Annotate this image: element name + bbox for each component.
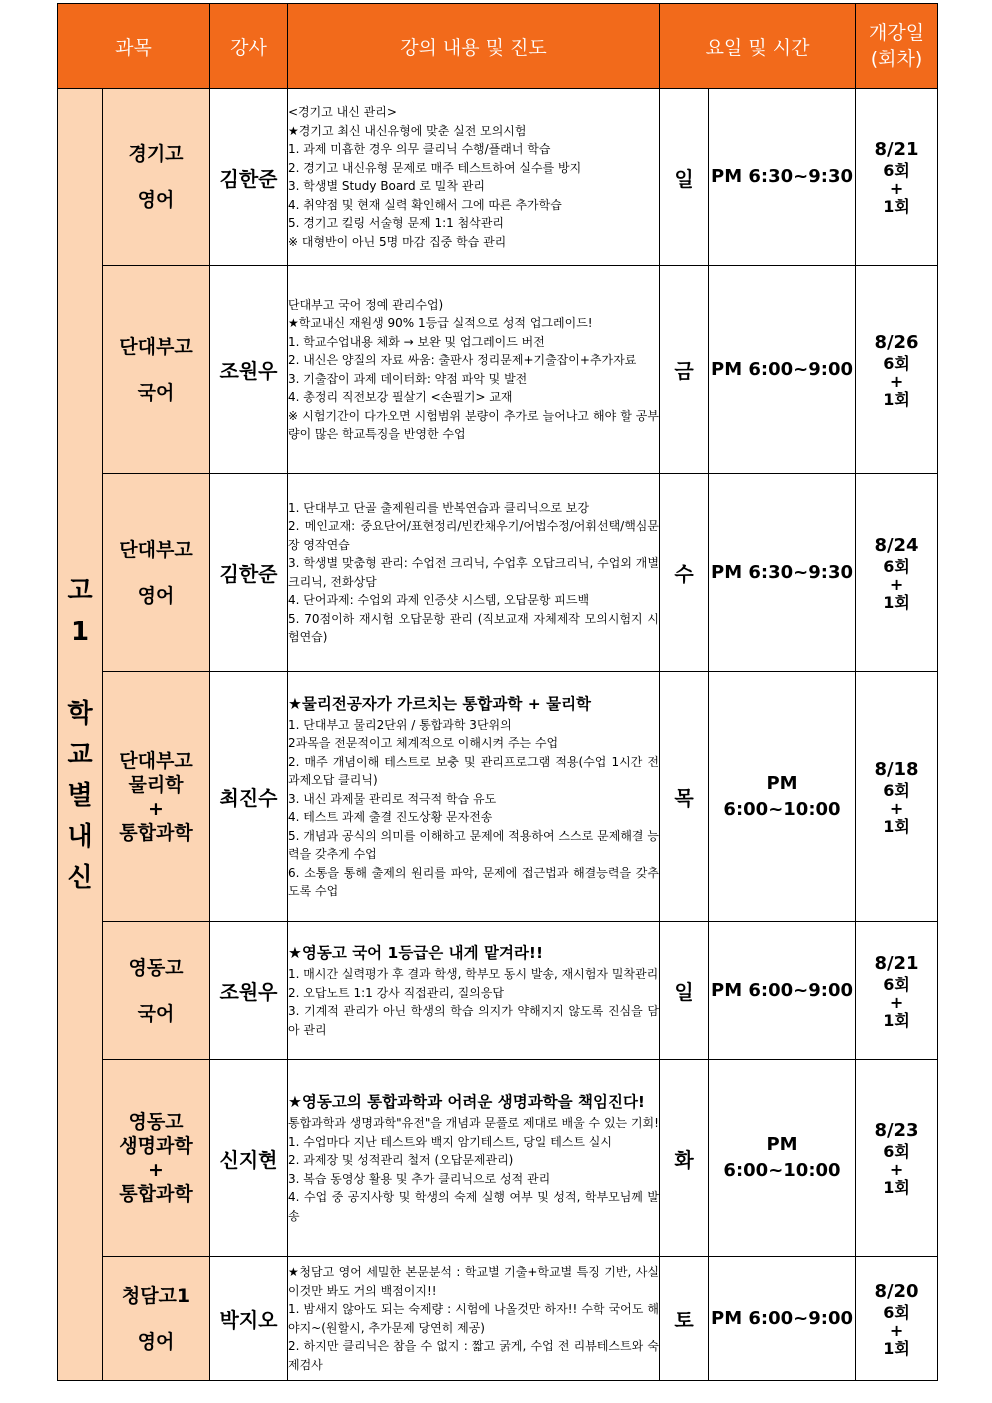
- content-line: 3. 복습 동영상 활용 및 추가 클리닉으로 성적 관리: [288, 1171, 551, 1186]
- time-text: 6:00~10:00: [723, 1160, 841, 1181]
- content-line: 2. 오답노트 1:1 강사 직접관리, 질의응답: [288, 985, 504, 1000]
- content-line: 통합과학과 생명과학"유전"을 개념과 문풀로 제대로 배울 수 있는 기회!: [288, 1116, 659, 1130]
- table-row: [58, 266, 938, 474]
- time-text: PM 6:00~9:00: [711, 358, 853, 380]
- subject-cell: [103, 89, 210, 266]
- header-start: [856, 4, 938, 89]
- content-line: 1. 과제 미흡한 경우 의무 클리닉 수행/플래너 학습: [288, 142, 551, 156]
- session-count: +: [889, 798, 904, 818]
- content-line: 3. 내신 과제물 관리로 적극적 학습 유도: [288, 791, 497, 806]
- time-cell: [709, 474, 856, 672]
- time-cell: [709, 672, 856, 922]
- session-count: 6회: [883, 161, 910, 180]
- table-row: [58, 922, 938, 1060]
- time-cell: [709, 266, 856, 474]
- group-label-char: 내: [67, 821, 93, 852]
- content-line: 2. 매주 개념이해 테스트로 보충 및 관리프로그램 적용(수업 1시간 전 과제오답 클리닉): [288, 754, 659, 787]
- start-date: 8/21: [874, 952, 919, 974]
- header-schedule: 요일 및 시간: [660, 4, 856, 89]
- day-cell: 목: [660, 672, 709, 922]
- subject-text: 물리학: [128, 773, 184, 796]
- content-line: 6. 소통을 통해 출제의 원리를 파악, 문제에 접근법과 해결능력을 갖추도록 수업: [288, 865, 659, 898]
- content-line: 3. 학생별 맞춤형 관리: 수업전 크리닉, 수업후 오답크리닉, 수업외 개별크리닉, 전화상담: [288, 556, 659, 589]
- content-headline: ★물리전공자가 가르치는 통합과학 + 물리학: [288, 694, 592, 713]
- start-cell: [856, 922, 938, 1060]
- session-count: +: [889, 1160, 904, 1179]
- start-cell: [856, 1257, 938, 1381]
- start-date: 8/26: [874, 331, 919, 353]
- time-cell: [709, 1060, 856, 1257]
- time-cell: [709, 1257, 856, 1381]
- subject-cell: [103, 1060, 210, 1257]
- content-line: 1. 매시간 실력평가 후 결과 학생, 학부모 동시 발송, 재시험자 밀착관리: [288, 967, 659, 981]
- header-row: [58, 4, 938, 89]
- start-cell: [856, 672, 938, 922]
- content-cell: [288, 1060, 660, 1257]
- session-count: 6회: [883, 780, 910, 800]
- session-count: +: [889, 179, 904, 198]
- time-cell: [709, 89, 856, 266]
- content-line: ※ 대형반이 아닌 5명 마감 집중 학습 관리: [288, 234, 507, 249]
- subject-cell: [103, 922, 210, 1060]
- start-date: 8/21: [874, 139, 919, 160]
- header-subject: 과목: [58, 4, 210, 89]
- content-line: 1. 단대부고 물리2단위 / 통합과학 3단위의: [288, 717, 512, 732]
- teacher-cell: 조원우: [210, 922, 288, 1060]
- group-label: [58, 89, 103, 1381]
- header-start-line1: 개강일: [868, 22, 925, 44]
- content-line: 1. 밤새지 않아도 되는 숙제량 : 시험에 나올것만 하자!! 수학 국어도 해야지~(원할시, 추가문제 당연히 제공): [288, 1302, 659, 1335]
- subject-text: 통합과학: [119, 821, 193, 844]
- class-schedule-table: [57, 3, 938, 1381]
- content-line: 4. 단어과제: 수업외 과제 인증샷 시스템, 오답문항 피드백: [288, 593, 590, 607]
- teacher-cell: 김한준: [210, 474, 288, 672]
- start-cell: [856, 474, 938, 672]
- content-cell: [288, 266, 660, 474]
- teacher-cell: 최진수: [210, 672, 288, 922]
- content-cell: [288, 89, 660, 266]
- content-line: 5. 경기고 킬링 서술형 문제 1:1 첨삭관리: [288, 216, 504, 230]
- table-row: [58, 89, 938, 266]
- content-cell: [288, 672, 660, 922]
- session-count: 6회: [883, 974, 910, 994]
- subject-text: 청담고1: [121, 1284, 191, 1307]
- start-date: 8/24: [874, 534, 919, 556]
- teacher-cell: 조원우: [210, 266, 288, 474]
- content-line: 3. 학생별 Study Board 로 밀착 관리: [288, 179, 485, 193]
- content-line: <경기고 내신 관리>: [288, 105, 397, 119]
- start-cell: [856, 266, 938, 474]
- day-cell: 금: [660, 266, 709, 474]
- content-cell: [288, 474, 660, 672]
- table-row: [58, 1060, 938, 1257]
- content-line: 5. 개념과 공식의 의미를 이해하고 문제에 적용하여 스스로 문제해결 능력을 갖추게 수업: [288, 828, 659, 861]
- content-line: 단대부고 국어 정예 관리수업): [288, 297, 444, 312]
- session-count: 1회: [883, 1178, 910, 1197]
- content-line: ★학교내신 재원생 90% 1등급 실적으로 성적 업그레이드!: [288, 316, 593, 330]
- day-cell: 화: [660, 1060, 709, 1257]
- group-label-char: 별: [67, 780, 93, 811]
- content-line: 4. 총정리 직전보강 필살기 <손필기> 교재: [288, 390, 513, 404]
- content-line: 5. 70점이하 재시험 오답문항 관리 (직보교재 자체제작 모의시험지 시험연습): [288, 611, 659, 644]
- time-text: PM 6:00~9:00: [711, 979, 853, 1001]
- subject-text: 영동고: [128, 956, 184, 979]
- content-line: 1. 수업마다 지난 테스트와 백지 암기테스트, 당일 테스트 실시: [288, 1134, 612, 1149]
- session-count: 1회: [883, 592, 910, 612]
- content-line: 2. 메인교재: 중요단어/표현정리/빈칸채우기/어법수정/어휘선택/핵심문장 영작연습: [288, 519, 659, 552]
- content-line: 3. 기출잡이 과제 데이터화: 약점 파악 및 발전: [288, 371, 528, 386]
- content-line: 1. 학교수업내용 체화 → 보완 및 업그레이드 버전: [288, 334, 545, 349]
- subject-text: 국어: [137, 1002, 175, 1025]
- group-label-char: 신: [67, 862, 93, 893]
- session-count: 1회: [883, 1338, 910, 1358]
- content-headline: ★영동고의 통합과학과 어려운 생명과학을 책임진다!: [288, 1093, 645, 1111]
- content-line: 4. 수업 중 공지사항 및 학생의 숙제 실행 여부 및 성적, 학부모님께 발송: [288, 1190, 659, 1223]
- content-line: 2. 경기고 내신유형 문제로 매주 테스트하여 실수를 방지: [288, 160, 582, 175]
- content-line: ★경기고 최신 내신유형에 맞춘 실전 모의시험: [288, 123, 527, 138]
- session-count: 1회: [883, 389, 910, 409]
- subject-text: 영어: [137, 584, 175, 607]
- subject-text: +: [148, 797, 164, 820]
- group-label-char: 학: [67, 698, 93, 729]
- subject-cell: [103, 672, 210, 922]
- start-cell: [856, 1060, 938, 1257]
- subject-text: 단대부고: [119, 335, 193, 358]
- teacher-cell: 신지현: [210, 1060, 288, 1257]
- subject-text: 생명과학: [119, 1135, 193, 1157]
- content-headline: ★영동고 국어 1등급은 내게 맡겨라!!: [288, 944, 544, 962]
- session-count: 1회: [883, 197, 910, 216]
- group-label-text: [58, 571, 102, 899]
- content-line: 2. 내신은 양질의 자료 싸움: 출판사 정리문제+기출잡이+추가자료: [288, 353, 637, 367]
- subject-text: 영어: [137, 1330, 175, 1353]
- header-teacher: 강사: [210, 4, 288, 89]
- day-cell: 수: [660, 474, 709, 672]
- group-label-char: 1: [70, 616, 90, 647]
- content-line: 3. 기계적 관리가 아닌 학생의 학습 의지가 약해지지 않도록 진심을 담아 관리: [288, 1004, 659, 1037]
- content-line: 4. 취약점 및 현재 실력 확인해서 그에 따른 추가학습: [288, 197, 562, 212]
- content-line: 2과목을 전문적이고 체계적으로 이해시켜 주는 수업: [288, 736, 559, 750]
- session-count: 1회: [883, 1010, 910, 1030]
- time-text: PM 6:30~9:30: [711, 166, 853, 187]
- group-label-char: 교: [67, 739, 93, 770]
- content-line: 1. 단대부고 단골 출제원리를 반복연습과 클리닉으로 보강: [288, 500, 589, 515]
- time-text: PM 6:30~9:30: [711, 561, 853, 583]
- time-text: PM: [766, 1134, 798, 1155]
- time-cell: [709, 922, 856, 1060]
- session-count: 1회: [883, 816, 910, 836]
- session-count: +: [889, 574, 904, 594]
- subject-cell: [103, 474, 210, 672]
- teacher-cell: 김한준: [210, 89, 288, 266]
- subject-text: 단대부고: [119, 538, 193, 561]
- content-line: 4. 테스트 과제 출결 진도상황 문자전송: [288, 810, 493, 824]
- content-line: ※ 시험기간이 다가오면 시험범위 분량이 추가로 늘어나고 해야 할 공부량이 많은 학교특징을 반영한 수업: [288, 408, 659, 441]
- table-row: [58, 474, 938, 672]
- content-line: 2. 과제장 및 성적관리 철저 (오답문제관리): [288, 1153, 514, 1167]
- header-start-line2: (회차): [870, 48, 923, 70]
- session-count: 6회: [883, 556, 910, 576]
- start-cell: [856, 89, 938, 266]
- subject-text: +: [148, 1159, 164, 1181]
- time-text: PM 6:00~9:00: [711, 1307, 853, 1329]
- day-cell: 일: [660, 89, 709, 266]
- day-cell: 일: [660, 922, 709, 1060]
- content-cell: [288, 1257, 660, 1381]
- session-count: 6회: [883, 353, 910, 373]
- table-row: [58, 1257, 938, 1381]
- subject-cell: [103, 1257, 210, 1381]
- schedule-body: [58, 89, 938, 1381]
- content-cell: [288, 922, 660, 1060]
- time-text: 6:00~10:00: [723, 798, 841, 820]
- subject-text: 단대부고: [119, 749, 193, 772]
- start-date: 8/23: [874, 1120, 919, 1141]
- session-count: 6회: [883, 1302, 910, 1322]
- subject-text: 경기고: [128, 143, 184, 165]
- session-count: 6회: [883, 1142, 910, 1161]
- table-row: [58, 672, 938, 922]
- subject-text: 영동고: [128, 1111, 184, 1133]
- session-count: +: [889, 371, 904, 391]
- header-content: 강의 내용 및 진도: [288, 4, 660, 89]
- subject-text: 통합과학: [119, 1183, 193, 1205]
- content-line: ★청담고 영어 세밀한 본문분석 : 학교별 기출+학교별 특징 기반, 사실 이것만 봐도 거의 백점이지!!: [288, 1265, 659, 1298]
- subject-text: 영어: [137, 189, 175, 211]
- teacher-cell: 박지오: [210, 1257, 288, 1381]
- start-date: 8/18: [874, 758, 919, 780]
- session-count: +: [889, 1320, 904, 1340]
- subject-cell: [103, 266, 210, 474]
- content-line: 2. 하지만 클리닉은 참을 수 없지 : 짧고 굵게, 수업 전 리뷰테스트와 숙제검사: [288, 1339, 659, 1372]
- session-count: +: [889, 992, 904, 1012]
- start-date: 8/20: [874, 1280, 919, 1302]
- group-label-char: 고: [67, 575, 93, 606]
- time-text: PM: [766, 772, 798, 794]
- group-label-char: [58, 653, 102, 694]
- subject-text: 국어: [137, 381, 175, 404]
- day-cell: 토: [660, 1257, 709, 1381]
